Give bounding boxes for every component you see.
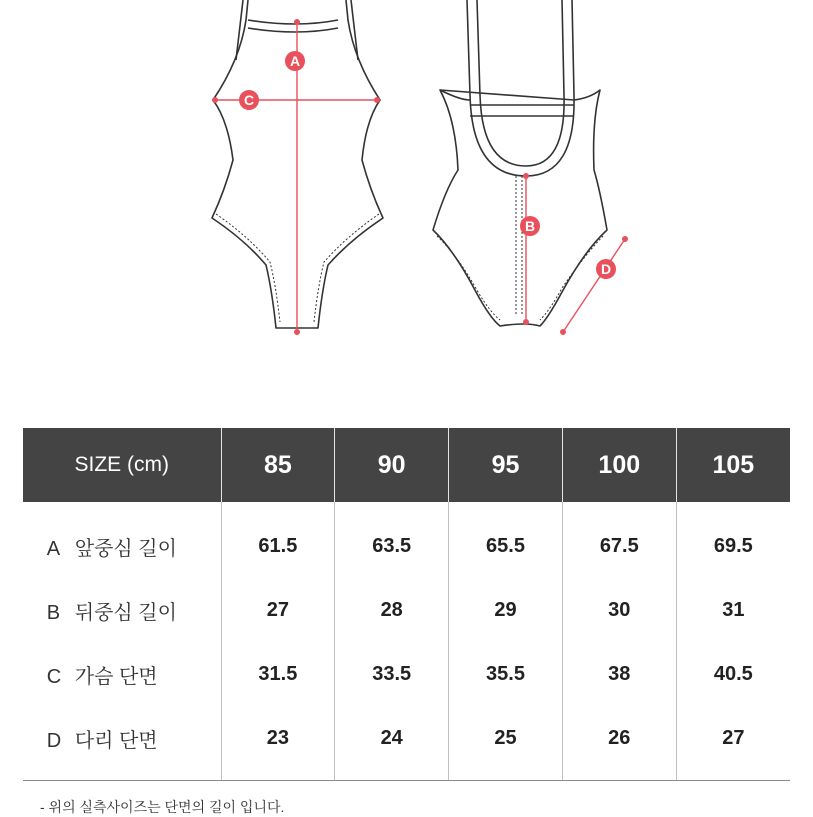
table-cell: 27: [221, 578, 335, 642]
table-cell: 24: [335, 706, 449, 781]
header-size-100: 100: [562, 428, 676, 502]
table-header-row: [23, 428, 790, 502]
table-cell: 26: [562, 706, 676, 781]
header-size-105: 105: [676, 428, 790, 502]
header-size-label: SIZE (cm): [23, 428, 221, 502]
measure-point-d-bottom: [560, 329, 566, 335]
row-label: [23, 578, 221, 642]
table-cell: 67.5: [562, 502, 676, 578]
front-right-strap: [351, 0, 358, 60]
table-cell: 29: [449, 578, 563, 642]
swimsuit-measurement-diagram: [0, 0, 813, 345]
table-cell: 23: [221, 706, 335, 781]
row-description: 다리 단면: [74, 729, 158, 752]
measure-point-d-top: [622, 236, 628, 242]
table-cell: 31.5: [221, 642, 335, 706]
table-row: [23, 578, 790, 642]
back-view-illustration: [433, 0, 607, 326]
front-left-leg-stitch: [216, 214, 280, 322]
table-cell: 27: [676, 706, 790, 781]
table-row: [23, 642, 790, 706]
marker-a-label: A: [289, 53, 301, 69]
measure-point-a-bottom: [294, 329, 300, 335]
row-description: 뒤중심 길이: [74, 601, 177, 624]
front-neckline: [248, 20, 338, 24]
front-neckline-inner: [248, 28, 338, 32]
table-cell: 65.5: [449, 502, 563, 578]
measure-line-d: [563, 239, 625, 332]
back-straps-outer: [467, 0, 574, 176]
measure-point-c-right: [374, 97, 380, 103]
row-code: B: [46, 601, 61, 624]
back-right-leg-stitch: [540, 236, 603, 320]
row-code: D: [46, 729, 62, 752]
table-cell: 40.5: [676, 642, 790, 706]
table-cell: 30: [562, 578, 676, 642]
back-center-seam: [516, 176, 522, 314]
back-straps-inner: [477, 0, 564, 166]
measure-point-a-top: [294, 19, 300, 25]
table-cell: 31: [676, 578, 790, 642]
table-cell: 28: [335, 578, 449, 642]
front-right-leg-stitch: [314, 214, 379, 322]
header-size-95: 95: [449, 428, 563, 502]
row-label: [23, 706, 221, 781]
table-cell: 33.5: [335, 642, 449, 706]
measurement-footnote: - 위의 실측사이즈는 단면의 길이 입니다.: [40, 799, 285, 815]
table-cell: 61.5: [221, 502, 335, 578]
header-size-90: 90: [335, 428, 449, 502]
header-size-85: 85: [221, 428, 335, 502]
marker-b-label: B: [524, 218, 536, 234]
table-cell: 63.5: [335, 502, 449, 578]
back-strap-bands: [470, 105, 574, 116]
back-body-outline: [433, 90, 607, 326]
row-description: 가슴 단면: [74, 665, 158, 688]
table-cell: 69.5: [676, 502, 790, 578]
size-chart-table: [23, 428, 790, 781]
row-label: [23, 502, 221, 578]
table-cell: 25: [449, 706, 563, 781]
row-description: 앞중심 길이: [74, 537, 177, 560]
measure-point-b-bottom: [523, 319, 529, 325]
row-label: [23, 642, 221, 706]
marker-c-label: C: [243, 92, 255, 108]
table-cell: 35.5: [449, 642, 563, 706]
marker-d-label: D: [600, 261, 612, 277]
row-code: C: [46, 665, 62, 688]
table-row: [23, 502, 790, 578]
measure-point-c-left: [212, 97, 218, 103]
front-left-strap: [236, 0, 243, 60]
table-row: [23, 706, 790, 781]
measure-point-b-top: [523, 173, 529, 179]
row-code: A: [46, 537, 61, 560]
table-cell: 38: [562, 642, 676, 706]
